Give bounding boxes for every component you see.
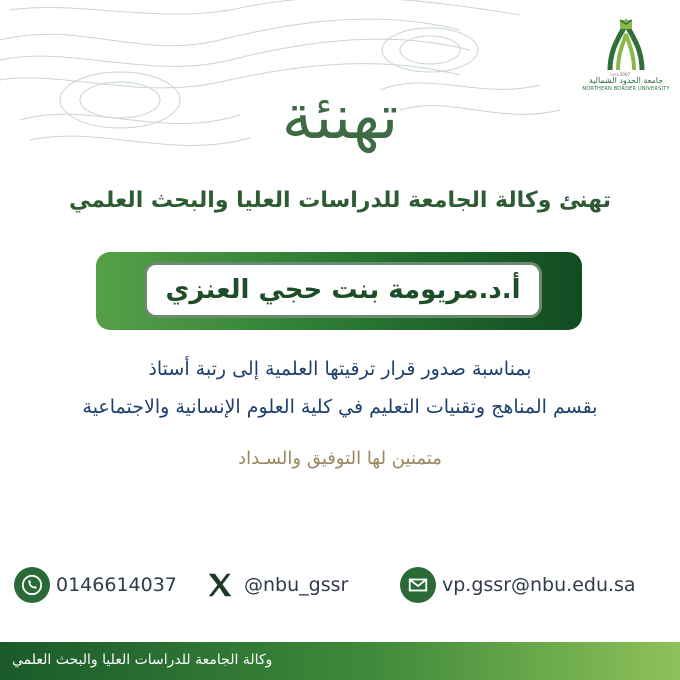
logo-arabic-name: جامعة الحدود الشمالية	[588, 76, 664, 85]
department-line: بقسم المناهج وتقنيات التعليم في كلية العلوم الإنسانية والاجتماعية	[82, 396, 598, 418]
phone-contact[interactable]	[14, 566, 177, 604]
email-address: vp.gssr@nbu.edu.sa	[442, 574, 636, 596]
email-contact[interactable]	[400, 566, 636, 604]
subtitle: تهنئ وكالة الجامعة للدراسات العليا والبحث العلمي	[69, 188, 611, 213]
wishes-line: متمنين لها التوفيق والسـداد	[238, 448, 442, 469]
headline: تهنئة	[281, 80, 399, 153]
logo-english-name: NORTHERN BORDER UNIVERSITY	[582, 86, 670, 92]
university-emblem-icon	[580, 18, 672, 72]
honoree-name: أ.د.مريومة بنت حجي العنزي	[165, 275, 521, 305]
x-handle: @nbu_gssr	[244, 574, 349, 596]
footer-bar	[0, 642, 680, 680]
footer-text: وكالة الجامعة للدراسات العليا والبحث العلمي	[12, 652, 273, 668]
logo-years: ١٤٢٨ 2007	[610, 72, 631, 77]
phone-number: 0146614037	[56, 574, 177, 596]
x-logo-icon	[202, 567, 238, 603]
occasion-line: بمناسبة صدور قرار ترقيتها العلمية إلى رتبة أستاذ	[148, 358, 532, 380]
mail-icon	[400, 567, 436, 603]
x-contact[interactable]	[202, 566, 348, 604]
phone-icon	[14, 567, 50, 603]
